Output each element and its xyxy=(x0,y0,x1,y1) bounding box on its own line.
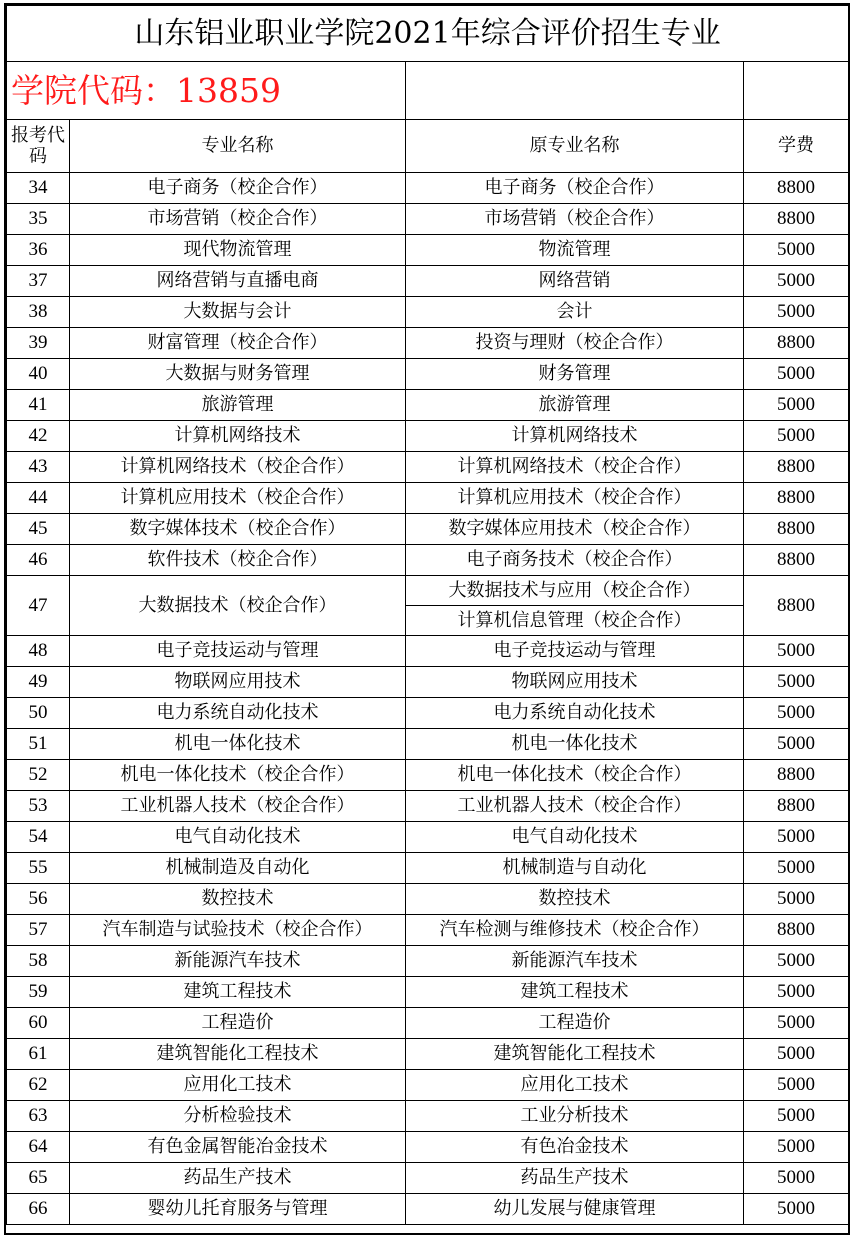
row-major: 应用化工技术 xyxy=(70,1070,406,1101)
row-code: 40 xyxy=(7,359,70,390)
row-major: 市场营销（校企合作） xyxy=(70,204,406,235)
row-original-major: 物联网应用技术 xyxy=(406,667,744,698)
row-code: 47 xyxy=(7,576,70,636)
row-major: 大数据技术（校企合作） xyxy=(70,576,406,636)
row-major: 电子商务（校企合作） xyxy=(70,173,406,204)
row-fee: 5000 xyxy=(744,1039,849,1070)
row-original-major: 幼儿发展与健康管理 xyxy=(406,1194,744,1225)
row-original-major: 应用化工技术 xyxy=(406,1070,744,1101)
table-row xyxy=(7,822,849,853)
row-fee: 8800 xyxy=(744,328,849,359)
row-code: 63 xyxy=(7,1101,70,1132)
row-code: 52 xyxy=(7,760,70,791)
row-major: 数控技术 xyxy=(70,884,406,915)
row-code: 45 xyxy=(7,514,70,545)
table-row xyxy=(7,667,849,698)
row-original-major: 计算机应用技术（校企合作） xyxy=(406,483,744,514)
row-code: 62 xyxy=(7,1070,70,1101)
row-major: 软件技术（校企合作） xyxy=(70,545,406,576)
row-fee: 8800 xyxy=(744,545,849,576)
row-original-major: 会计 xyxy=(406,297,744,328)
table-row xyxy=(7,1008,849,1039)
header-code: 报考代码 xyxy=(7,120,70,173)
row-code: 51 xyxy=(7,729,70,760)
row-major: 现代物流管理 xyxy=(70,235,406,266)
row-fee: 5000 xyxy=(744,421,849,452)
row-original-major: 计算机网络技术（校企合作） xyxy=(406,452,744,483)
row-fee: 5000 xyxy=(744,636,849,667)
table-row xyxy=(7,884,849,915)
row-fee: 5000 xyxy=(744,297,849,328)
row-major: 工程造价 xyxy=(70,1008,406,1039)
row-original-major: 电力系统自动化技术 xyxy=(406,698,744,729)
row-code: 35 xyxy=(7,204,70,235)
table-row xyxy=(7,791,849,822)
row-fee: 5000 xyxy=(744,390,849,421)
row-original-major: 汽车检测与维修技术（校企合作） xyxy=(406,915,744,946)
table-row xyxy=(7,1070,849,1101)
row-original-major: 电子竞技运动与管理 xyxy=(406,636,744,667)
row-code: 37 xyxy=(7,266,70,297)
header-major: 专业名称 xyxy=(70,120,406,173)
table-row xyxy=(7,946,849,977)
row-original-major: 工业分析技术 xyxy=(406,1101,744,1132)
row-major: 旅游管理 xyxy=(70,390,406,421)
row-major: 婴幼儿托育服务与管理 xyxy=(70,1194,406,1225)
row-fee: 8800 xyxy=(744,760,849,791)
table-row xyxy=(7,853,849,884)
table-row xyxy=(7,452,849,483)
row-original-major: 投资与理财（校企合作） xyxy=(406,328,744,359)
table-row xyxy=(7,328,849,359)
row-code: 43 xyxy=(7,452,70,483)
row-original-major: 有色冶金技术 xyxy=(406,1132,744,1163)
row-major: 网络营销与直播电商 xyxy=(70,266,406,297)
row-major: 有色金属智能冶金技术 xyxy=(70,1132,406,1163)
row-fee: 5000 xyxy=(744,853,849,884)
row-major: 新能源汽车技术 xyxy=(70,946,406,977)
row-original-major: 数控技术 xyxy=(406,884,744,915)
empty-cell xyxy=(744,62,849,120)
row-fee: 5000 xyxy=(744,1163,849,1194)
row-original-major: 大数据技术与应用（校企合作） xyxy=(406,576,744,606)
row-code: 65 xyxy=(7,1163,70,1194)
table-row xyxy=(7,576,849,606)
row-major: 机电一体化技术（校企合作） xyxy=(70,760,406,791)
row-major: 工业机器人技术（校企合作） xyxy=(70,791,406,822)
row-fee: 8800 xyxy=(744,483,849,514)
row-major: 大数据与会计 xyxy=(70,297,406,328)
row-major: 药品生产技术 xyxy=(70,1163,406,1194)
row-code: 50 xyxy=(7,698,70,729)
row-major: 物联网应用技术 xyxy=(70,667,406,698)
row-original-major: 网络营销 xyxy=(406,266,744,297)
row-fee: 5000 xyxy=(744,977,849,1008)
row-code: 64 xyxy=(7,1132,70,1163)
row-major: 机械制造及自动化 xyxy=(70,853,406,884)
row-major: 大数据与财务管理 xyxy=(70,359,406,390)
row-original-major: 新能源汽车技术 xyxy=(406,946,744,977)
row-original-major: 电子商务技术（校企合作） xyxy=(406,545,744,576)
row-original-major: 电子商务（校企合作） xyxy=(406,173,744,204)
row-code: 41 xyxy=(7,390,70,421)
row-code: 55 xyxy=(7,853,70,884)
row-original-major: 机电一体化技术 xyxy=(406,729,744,760)
row-code: 58 xyxy=(7,946,70,977)
header-fee: 学费 xyxy=(744,120,849,173)
row-original-major: 机电一体化技术（校企合作） xyxy=(406,760,744,791)
table-row xyxy=(7,514,849,545)
row-original-major: 数字媒体应用技术（校企合作） xyxy=(406,514,744,545)
row-fee: 5000 xyxy=(744,698,849,729)
row-fee: 5000 xyxy=(744,266,849,297)
row-fee: 5000 xyxy=(744,946,849,977)
table-row xyxy=(7,1194,849,1225)
table-row xyxy=(7,266,849,297)
table-row xyxy=(7,173,849,204)
row-code: 38 xyxy=(7,297,70,328)
table-row xyxy=(7,977,849,1008)
table-row xyxy=(7,1101,849,1132)
row-major: 建筑智能化工程技术 xyxy=(70,1039,406,1070)
row-fee: 8800 xyxy=(744,204,849,235)
row-fee: 8800 xyxy=(744,514,849,545)
table-row xyxy=(7,915,849,946)
row-fee: 5000 xyxy=(744,1101,849,1132)
row-major: 财富管理（校企合作） xyxy=(70,328,406,359)
row-fee: 8800 xyxy=(744,915,849,946)
table-row xyxy=(7,1163,849,1194)
row-fee: 5000 xyxy=(744,884,849,915)
row-original-major: 机械制造与自动化 xyxy=(406,853,744,884)
row-fee: 5000 xyxy=(744,1008,849,1039)
row-fee: 5000 xyxy=(744,729,849,760)
row-major: 电气自动化技术 xyxy=(70,822,406,853)
row-fee: 5000 xyxy=(744,667,849,698)
enrollment-table-sheet xyxy=(4,3,850,1235)
row-major: 计算机网络技术 xyxy=(70,421,406,452)
row-original-major: 计算机网络技术 xyxy=(406,421,744,452)
row-code: 49 xyxy=(7,667,70,698)
row-fee: 8800 xyxy=(744,576,849,636)
table-row xyxy=(7,204,849,235)
row-code: 61 xyxy=(7,1039,70,1070)
row-major: 计算机网络技术（校企合作） xyxy=(70,452,406,483)
table-row xyxy=(7,483,849,514)
row-original-major: 旅游管理 xyxy=(406,390,744,421)
row-fee: 8800 xyxy=(744,452,849,483)
empty-cell xyxy=(406,62,744,120)
row-original-major: 药品生产技术 xyxy=(406,1163,744,1194)
row-major: 数字媒体技术（校企合作） xyxy=(70,514,406,545)
row-major: 机电一体化技术 xyxy=(70,729,406,760)
row-major: 分析检验技术 xyxy=(70,1101,406,1132)
row-code: 34 xyxy=(7,173,70,204)
row-code: 42 xyxy=(7,421,70,452)
row-fee: 8800 xyxy=(744,173,849,204)
row-fee: 5000 xyxy=(744,822,849,853)
table-row xyxy=(7,636,849,667)
row-fee: 5000 xyxy=(744,1070,849,1101)
table-row xyxy=(7,421,849,452)
row-original-major: 电气自动化技术 xyxy=(406,822,744,853)
row-code: 59 xyxy=(7,977,70,1008)
row-original-major: 市场营销（校企合作） xyxy=(406,204,744,235)
row-code: 60 xyxy=(7,1008,70,1039)
row-original-major: 建筑智能化工程技术 xyxy=(406,1039,744,1070)
row-code: 53 xyxy=(7,791,70,822)
table-row xyxy=(7,729,849,760)
college-code: 学院代码：13859 xyxy=(7,62,406,120)
table-row xyxy=(7,235,849,266)
table-row xyxy=(7,698,849,729)
row-fee: 5000 xyxy=(744,359,849,390)
header-original-major: 原专业名称 xyxy=(406,120,744,173)
row-code: 44 xyxy=(7,483,70,514)
row-fee: 5000 xyxy=(744,1194,849,1225)
row-original-major: 工程造价 xyxy=(406,1008,744,1039)
table-row xyxy=(7,545,849,576)
row-original-major: 计算机信息管理（校企合作） xyxy=(406,606,744,636)
row-major: 计算机应用技术（校企合作） xyxy=(70,483,406,514)
row-major: 电子竞技运动与管理 xyxy=(70,636,406,667)
row-fee: 5000 xyxy=(744,235,849,266)
row-code: 54 xyxy=(7,822,70,853)
row-original-major: 工业机器人技术（校企合作） xyxy=(406,791,744,822)
row-original-major: 财务管理 xyxy=(406,359,744,390)
row-fee: 5000 xyxy=(744,1132,849,1163)
row-code: 48 xyxy=(7,636,70,667)
row-original-major: 物流管理 xyxy=(406,235,744,266)
row-code: 66 xyxy=(7,1194,70,1225)
row-major: 电力系统自动化技术 xyxy=(70,698,406,729)
row-code: 56 xyxy=(7,884,70,915)
page-title: 山东铝业职业学院2021年综合评价招生专业 xyxy=(7,6,849,62)
table-row xyxy=(7,1039,849,1070)
table-row xyxy=(7,297,849,328)
table-row xyxy=(7,760,849,791)
row-fee: 8800 xyxy=(744,791,849,822)
row-code: 39 xyxy=(7,328,70,359)
row-code: 46 xyxy=(7,545,70,576)
row-code: 57 xyxy=(7,915,70,946)
enrollment-table xyxy=(6,5,849,1225)
table-row xyxy=(7,359,849,390)
row-major: 建筑工程技术 xyxy=(70,977,406,1008)
row-major: 汽车制造与试验技术（校企合作） xyxy=(70,915,406,946)
table-row xyxy=(7,1132,849,1163)
table-row xyxy=(7,390,849,421)
row-original-major: 建筑工程技术 xyxy=(406,977,744,1008)
row-code: 36 xyxy=(7,235,70,266)
